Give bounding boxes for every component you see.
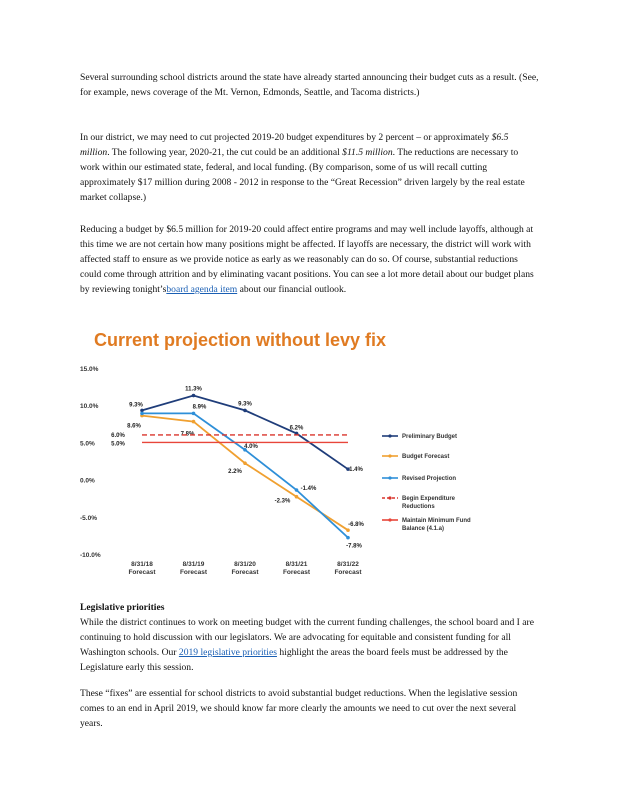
legend-marker: [388, 434, 391, 437]
y-axis: [80, 366, 101, 559]
data-point: [295, 495, 299, 499]
data-label: 4.0%: [244, 443, 258, 450]
paragraph-reducing-budget: [80, 222, 540, 297]
data-point: [346, 528, 350, 532]
legend-label: Revised Projection: [402, 476, 457, 482]
data-label: -7.8%: [346, 543, 362, 550]
data-label: 6.0%: [111, 432, 125, 439]
paragraph-text-e: . The reductions are necessary to work within our estimated state, federal, and local funding. (By comparison, some of us will recall cutting approximately $17 million during 2008 - 2012 in response to the “Great Recession” driven largely by the real estate market collapse.): [80, 147, 525, 203]
series-1: [127, 414, 364, 532]
x-tick-label: 8/31/19: [182, 561, 205, 568]
legend-label: Begin Expenditure: [402, 496, 456, 502]
paragraph-text-b: highlight the areas the board feels must be addressed by the Legislature early this session.: [80, 647, 508, 673]
y-tick-label: 10.0%: [80, 403, 99, 411]
data-label: -6.8%: [348, 522, 364, 529]
data-label: 9.3%: [238, 401, 252, 408]
data-point: [140, 412, 144, 416]
data-point: [192, 394, 196, 398]
data-point: [295, 488, 299, 492]
data-label: 8.9%: [192, 404, 207, 411]
x-tick-label-sub: Forecast: [334, 569, 362, 576]
data-point: [192, 420, 196, 424]
series-line: [142, 413, 348, 537]
chart-title: Current projection without levy fix: [94, 330, 387, 350]
paragraph-text-c: . The following year, 2020-21, the cut could be an additional: [107, 147, 343, 158]
y-tick-label: 5.0%: [80, 440, 95, 448]
paragraph-district-cuts: [80, 130, 540, 205]
data-label: 7.8%: [180, 431, 195, 438]
x-tick-label-sub: Forecast: [282, 569, 311, 576]
legend-marker: [388, 496, 391, 499]
data-label: -2.3%: [274, 498, 291, 505]
x-tick-label-sub: Forecast: [179, 569, 208, 576]
legend-label-cont: Balance (4.1.a): [402, 526, 445, 532]
paragraph-budget-cuts: [80, 70, 540, 100]
x-axis: [128, 561, 362, 576]
y-tick-label: -5.0%: [80, 514, 97, 522]
data-point: [243, 409, 247, 413]
x-tick-label: 8/31/21: [285, 561, 308, 568]
paragraph-text-a: In our district, we may need to cut projected 2019-20 budget expenditures by 2 percent – or approximately: [80, 132, 492, 143]
paragraph-text-a: Reducing a budget by $6.5 million for 2019-20 could affect entire programs and may well include layoffs, although at this time we are not certain how many positions might be affected. If layoffs are necessary, the district will work with affected staff to ensure as we provide notice as early as we reasonably can do so. Of course, substantial reductions could come through attrition and by eliminating vacant positions. You can see a lot more detail about our budget plans by reviewing tonight’s: [80, 224, 534, 295]
amount-2020-21: $11.5 million: [342, 147, 393, 158]
legend-label-cont: Reductions: [402, 504, 435, 510]
data-label: 9.3%: [129, 402, 143, 409]
board-agenda-item-link[interactable]: board agenda item: [166, 284, 238, 295]
x-tick-label-sub: Forecast: [231, 569, 259, 576]
legend-label: Maintain Minimum Fund: [402, 518, 471, 524]
paragraph-text: Several surrounding school districts around the state have already started announcing their budget cuts as a result. (See, for example, news coverage of the Mt. Vernon, Edmonds, Seattle, and Tacoma districts.): [80, 72, 539, 98]
legislative-priorities-link[interactable]: 2019 legislative priorities: [178, 647, 277, 658]
series-layer: [111, 387, 364, 550]
paragraph-legislative-priorities: [80, 600, 540, 675]
data-point: [243, 461, 247, 465]
y-tick-label: 15.0%: [80, 366, 99, 373]
x-tick-label: 8/31/20: [234, 561, 256, 568]
series-line: [142, 416, 348, 531]
data-point: [192, 412, 196, 416]
paragraph-text-b: about our financial outlook.: [237, 284, 347, 295]
data-label: 6.2%: [289, 425, 304, 432]
chart-legend: [382, 434, 471, 532]
y-tick-label: 0.0%: [80, 477, 95, 485]
y-tick-label: -10.0%: [80, 552, 101, 559]
data-label: 1.4%: [349, 467, 363, 474]
paragraph-text: These “fixes” are essential for school districts to avoid substantial budget reductions. When the legislative session comes to an end in April 2019, we should know far more clearly the amounts we need to cut over the next several years.: [80, 688, 518, 729]
paragraph-fixes: [80, 686, 540, 731]
legend-marker: [388, 476, 391, 479]
x-tick-label-sub: Forecast: [128, 569, 156, 576]
data-point: [346, 536, 350, 540]
legend-label: Preliminary Budget: [402, 434, 458, 440]
legend-marker: [388, 454, 391, 457]
amount-2019-20: $6.5 million: [80, 132, 509, 158]
series-2: [140, 404, 362, 549]
data-label: 11.3%: [185, 386, 202, 393]
series-0: [129, 387, 363, 474]
legend-marker: [388, 518, 391, 521]
legend-label: Budget Forecast: [402, 454, 450, 460]
data-label: 5.0%: [111, 441, 125, 448]
data-label: -1.4%: [300, 486, 317, 493]
x-tick-label: 8/31/18: [131, 561, 153, 568]
section-heading: Legislative priorities: [80, 602, 165, 613]
budget-projection-chart: [78, 322, 540, 584]
data-label: 2.2%: [228, 469, 242, 476]
data-label: 8.6%: [127, 423, 141, 430]
x-tick-label: 8/31/22: [337, 561, 359, 568]
paragraph-text-a: While the district continues to work on meeting budget with the current funding challenges, the school board and I are continuing to hold discussion with our legislators. We are advocating for equitable and consistent funding for all Washington schools. Our: [80, 617, 534, 658]
